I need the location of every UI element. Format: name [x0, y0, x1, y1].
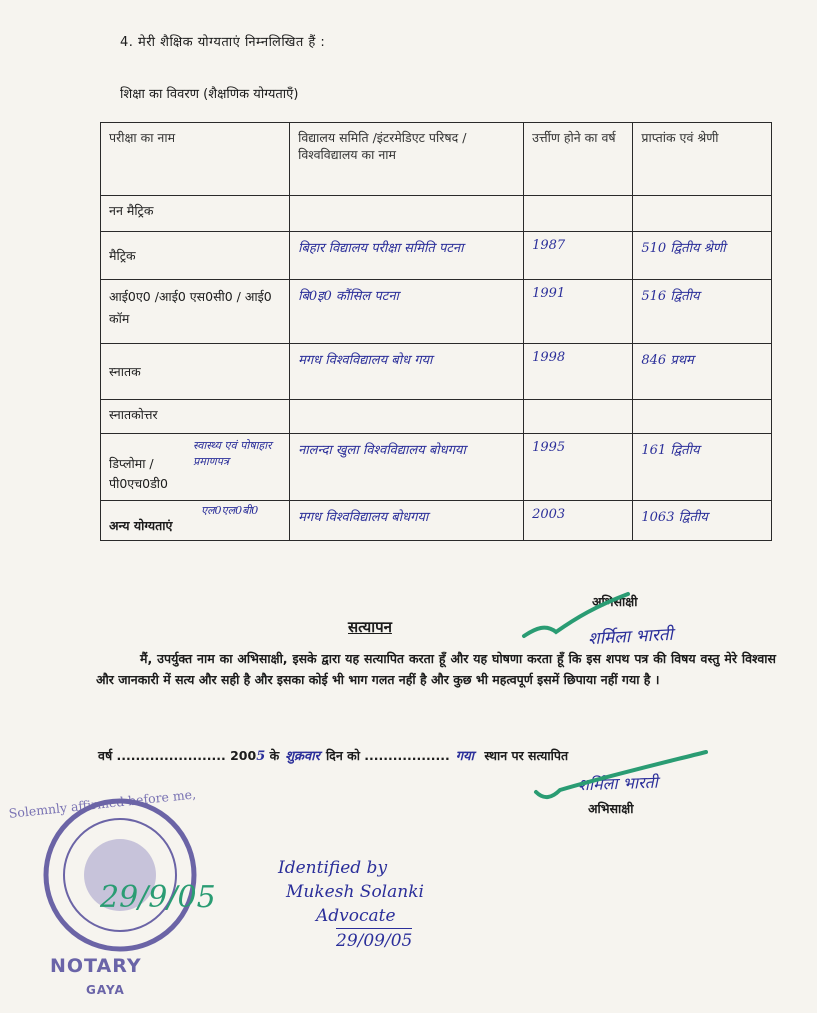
deponent-label-bottom: अभिसाक्षी [588, 801, 634, 816]
header-year: उर्त्तीण होने का वर्ष [524, 123, 633, 196]
row-board: मगध विश्वविद्यालय बोधगया [290, 501, 524, 541]
row-exam: स्नातकोत्तर [101, 400, 290, 434]
identification-block [278, 856, 424, 953]
row-marks [633, 400, 772, 434]
row-marks: 846 प्रथम [633, 344, 772, 400]
table-row [101, 344, 772, 400]
row-marks: 510 द्वितीय श्रेणी [633, 232, 772, 280]
row-year: 2003 [524, 501, 633, 541]
row-exam: आई0ए0 /आई0 एस0सी0 / आई0 कॉम [101, 280, 290, 344]
row-exam: स्नातक [101, 344, 290, 400]
date-suffix: स्थान पर सत्यापित [480, 748, 569, 763]
row-exam-cell [101, 501, 290, 541]
deponent-signature-bottom: शर्मिला भारती [577, 772, 659, 795]
education-table [100, 122, 772, 541]
notary-place-label: GAYA [86, 983, 125, 997]
date-prefix: वर्ष ....................... 200 [98, 748, 257, 763]
row-year: 1991 [524, 280, 633, 344]
row-board [290, 196, 524, 232]
date-year-handwritten: 5 [256, 749, 266, 764]
row-exam-note: एल0एल0बी0 [201, 504, 259, 517]
row-marks: 516 द्वितीय [633, 280, 772, 344]
row-exam-cell [101, 434, 290, 501]
verification-paragraph: मैं, उपर्युक्त नाम का अभिसाक्षी, इसके द्वारा यह सत्यापित करता हूँ और यह घोषणा करता हूँ कि इस शपथ पत्र की विषय वस्तु मेरे विश्वास और जानकारी में सत्य और सही है और इसका कोई भी भाग गलत नहीं है और कुछ भी महत्वपूर्ण इसमें छिपाया नहीं गया है । [96, 651, 776, 687]
deponent-label-top: अभिसाक्षी [592, 594, 638, 609]
row-board: बिहार विद्यालय परीक्षा समिति पटना [290, 232, 524, 280]
deponent-signature-top: शर्मिला भारती [587, 624, 674, 650]
row-exam: डिप्लोमा / पी0एच0डी0 [109, 456, 168, 491]
advocate-title: Advocate [316, 906, 396, 926]
table-row [101, 232, 772, 280]
education-subheading: शिक्षा का विवरण (शैक्षणिक योग्यताएँ) [120, 87, 299, 102]
header-exam: परीक्षा का नाम [101, 123, 290, 196]
row-marks [633, 196, 772, 232]
table-row [101, 280, 772, 344]
row-year: 1987 [524, 232, 633, 280]
header-marks: प्राप्तांक एवं श्रेणी [633, 123, 772, 196]
row-board: नालन्दा खुला विश्वविद्यालय बोधगया [290, 434, 524, 501]
row-board [290, 400, 524, 434]
identified-by-text: Identified by [278, 858, 388, 878]
row-year [524, 400, 633, 434]
row-marks: 161 द्वितीय [633, 434, 772, 501]
table-row [101, 501, 772, 541]
notary-seal-icon [40, 795, 200, 955]
date-mid: के [265, 748, 280, 763]
row-marks: 1063 द्वितीय [633, 501, 772, 541]
row-year [524, 196, 633, 232]
tick-mark-bottom [530, 748, 710, 808]
notary-label: NOTARY [50, 955, 142, 977]
table-header-row [101, 123, 772, 196]
row-board: मगध विश्वविद्यालय बोध गया [290, 344, 524, 400]
row-exam: अन्य योग्यताएं [109, 518, 173, 533]
day-handwritten: शुक्रवार [285, 749, 320, 764]
date-day-label: दिन को .................. [325, 748, 450, 763]
solemnly-affirmed-text: Solemnly affirmed before me, [8, 786, 197, 821]
row-board: बि0इ0 कौंसिल पटना [290, 280, 524, 344]
table-row [101, 434, 772, 501]
row-year: 1998 [524, 344, 633, 400]
notary-date-handwritten: 29/9/05 [100, 880, 216, 915]
notary-signature [60, 880, 216, 915]
row-exam: नन मैट्रिक [101, 196, 290, 232]
row-exam: मैट्रिक [101, 232, 290, 280]
tick-mark-top [516, 588, 636, 648]
advocate-name: Mukesh Solanki [286, 882, 424, 902]
place-handwritten: गया [455, 749, 474, 764]
table-row [101, 196, 772, 232]
header-board: विद्यालय समिति /इंटरमेडिएट परिषद / विश्वविद्यालय का नाम [290, 123, 524, 196]
row-year: 1995 [524, 434, 633, 501]
identification-date: 29/09/05 [336, 928, 412, 953]
row-exam-note: स्वास्थ्य एवं पोषाहार प्रमाणपत्र [193, 439, 272, 468]
qualifications-heading: 4. मेरी शैक्षिक योग्यताएं निम्नलिखित हैं : [120, 35, 326, 50]
verification-title: सत्यापन [348, 618, 392, 636]
table-row [101, 400, 772, 434]
